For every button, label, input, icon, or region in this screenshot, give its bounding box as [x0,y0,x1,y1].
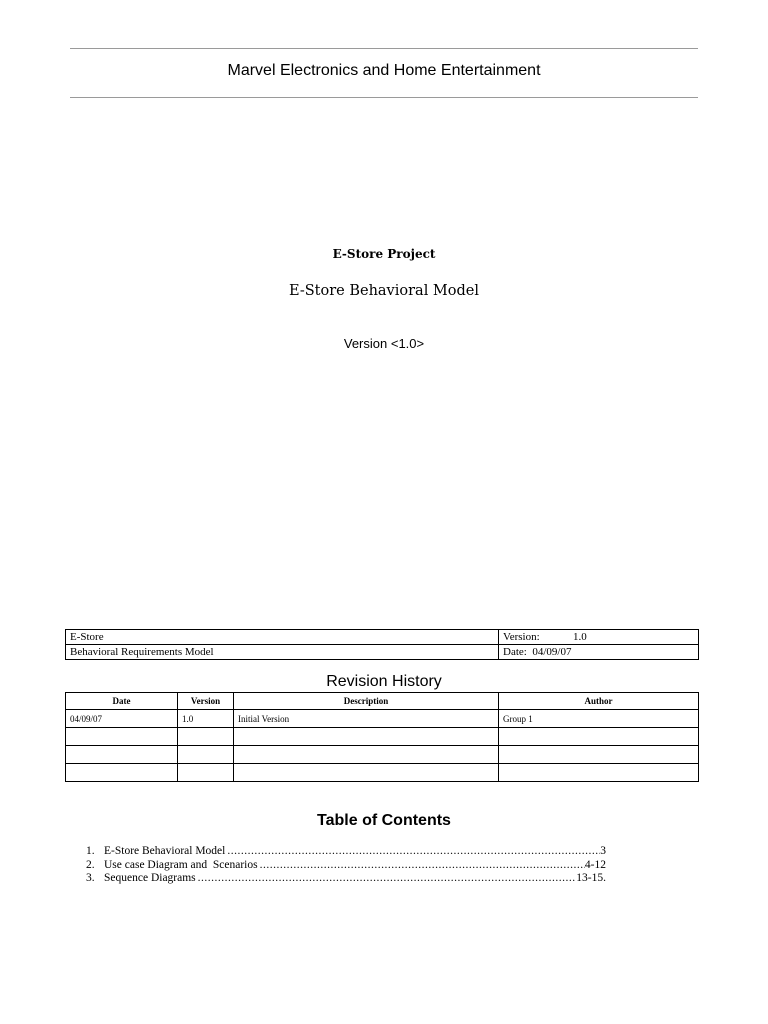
info-date-value: 04/09/07 [532,646,572,658]
cell-date: 04/09/07 [66,710,178,728]
toc-item[interactable] [86,845,606,859]
toc-item-page: 4-12 [584,858,606,871]
document-title: E-Store Behavioral Model [288,283,480,299]
cell-description [234,764,499,782]
table-row [66,728,699,746]
table-header-row [66,693,699,710]
toc-heading: Table of Contents [317,812,451,829]
document-info-table [65,629,699,660]
toc-item-label: Use case Diagram and Scenarios [104,858,258,871]
info-version-label: Version: [503,631,540,643]
toc-leader-dots [258,859,585,873]
info-row [66,645,699,660]
cell-author [499,764,699,782]
toc-leader-dots [225,845,600,859]
toc-item-number: 2. [86,858,95,871]
cell-author [499,728,699,746]
column-header-author: Author [499,693,699,710]
info-row [66,630,699,645]
toc-item-page: 13-15. [576,872,606,884]
info-version-value: 1.0 [573,631,587,643]
table-row [66,764,699,782]
toc-leader-dots [196,872,577,886]
project-name: E-Store Project [332,247,436,261]
document-version: Version <1.0> [343,336,425,351]
info-cell-version [499,630,699,645]
toc-item-number: 3. [86,872,95,884]
column-header-description: Description [234,693,499,710]
header-bottom-rule [70,97,698,98]
info-date-label: Date: [503,646,527,658]
revision-history-heading: Revision History [326,673,442,690]
cell-date [66,746,178,764]
cell-date [66,764,178,782]
cell-version: 1.0 [178,710,234,728]
toc-item[interactable] [86,859,606,873]
cell-version [178,728,234,746]
column-header-version: Version [178,693,234,710]
cell-description: Initial Version [234,710,499,728]
toc-item[interactable] [86,872,606,886]
column-header-date: Date [66,693,178,710]
cell-author: Group 1 [499,710,699,728]
cell-author [499,746,699,764]
cell-version [178,746,234,764]
revision-history-table [65,692,699,782]
cell-date [66,728,178,746]
info-cell-date [499,645,699,660]
cell-description [234,728,499,746]
info-cell-project: E-Store [66,630,499,645]
toc-item-page: 3 [600,845,606,857]
cell-version [178,764,234,782]
header-top-rule [70,48,698,49]
table-of-contents [86,845,606,886]
cell-description [234,746,499,764]
company-name: Marvel Electronics and Home Entertainment [227,62,541,79]
toc-item-number: 1. [86,845,95,857]
table-row [66,710,699,728]
table-row [66,746,699,764]
toc-item-label: Sequence Diagrams [104,872,196,884]
info-cell-model: Behavioral Requirements Model [66,645,499,660]
toc-item-label: E-Store Behavioral Model [104,845,226,857]
